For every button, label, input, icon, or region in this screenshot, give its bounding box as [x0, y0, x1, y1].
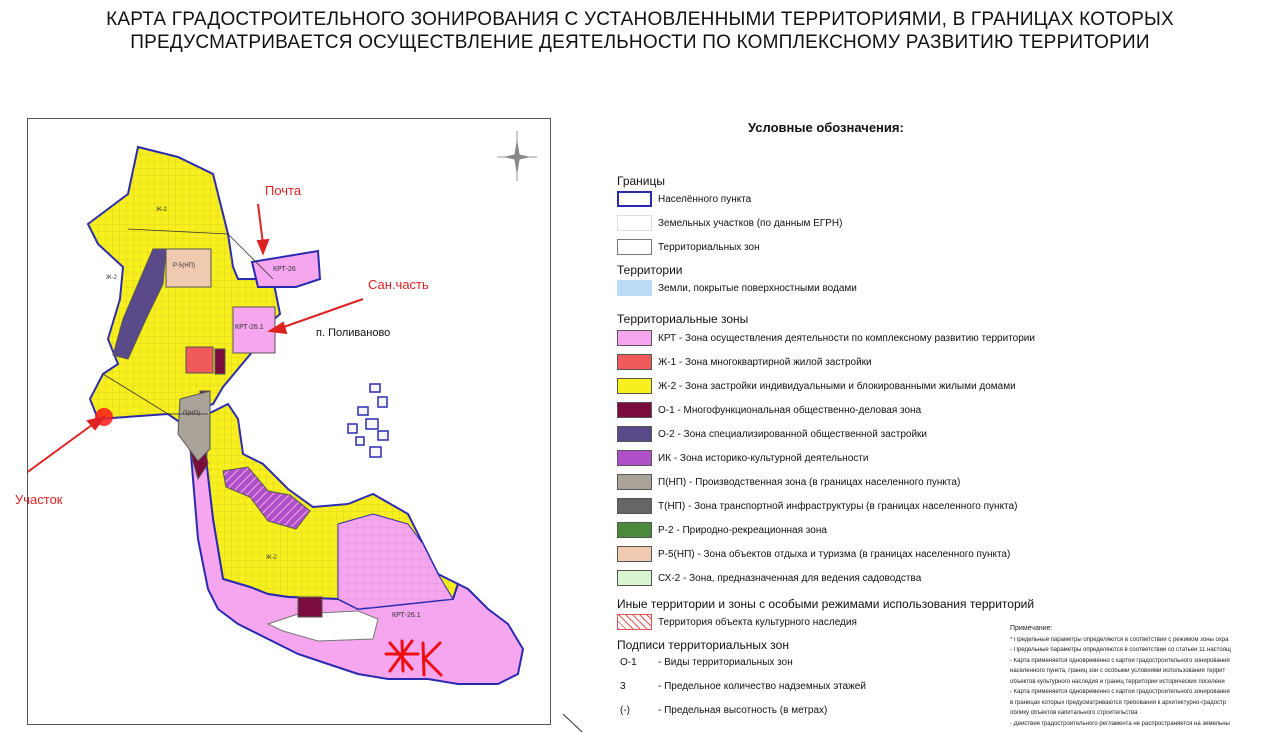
zone-o1-north[interactable] [215, 349, 225, 374]
legend-title: Условные обозначения: [748, 120, 904, 135]
legend-swatch [617, 522, 652, 538]
legend-other-title: Иные территории и зоны с особыми режимами использования территорий [617, 597, 1035, 611]
legend-item-zone: Р-5(НП) - Зона объектов отдыха и туризма (в границах населенного пункта) [617, 545, 1010, 563]
note-line: - Карта применяется одновременно с картой градостроительного зонирования [1010, 657, 1230, 664]
legend-swatch [617, 215, 652, 231]
legend-item-water: Земли, покрытые поверхностными водами [617, 279, 857, 297]
legend-item-zone: О-1 - Многофункциональная общественно-деловая зона [617, 401, 921, 419]
legend-item-zone: КРТ - Зона осуществления деятельности по комплексному развитию территории [617, 329, 1035, 347]
legend-swatch [617, 378, 652, 394]
notes-panel [1010, 625, 1280, 733]
settlement-buildings [348, 384, 388, 457]
map-title-line-1: КАРТА ГРАДОСТРОИТЕЛЬНОГО ЗОНИРОВАНИЯ С УСТАНОВЛЕННЫМИ ТЕРРИТОРИЯМИ, В ГРАНИЦАХ КОТОРЫХ [106, 9, 1174, 30]
legend-swatch [617, 239, 652, 255]
map-title [0, 8, 1280, 54]
legend-swatch [617, 614, 652, 630]
legend-territories-title: Территории [617, 263, 683, 277]
annotation-post: Почта [265, 183, 302, 198]
legend-swatch [617, 498, 652, 514]
legend-swatch [617, 354, 652, 370]
notes-lines [1010, 637, 1280, 729]
legend-swatch [617, 402, 652, 418]
map-label-krt26: КРТ-26 [273, 266, 296, 273]
note-line: * Предельные параметры определяются в соответствии с режимом зоны охра [1010, 636, 1229, 643]
legend-item-settlement-boundary: Населённого пункта [617, 190, 751, 208]
zone-o1-east[interactable] [298, 597, 322, 617]
map-title-line-2: ПРЕДУСМАТРИВАЕТСЯ ОСУЩЕСТВЛЕНИЕ ДЕЯТЕЛЬНОСТИ ПО КОМПЛЕКСНОМУ РАЗВИТИЮ ТЕРРИТОРИИ [130, 32, 1150, 53]
legend-boundaries-title: Границы [617, 174, 665, 188]
zone-zh1[interactable] [186, 347, 213, 373]
legend-swatch [617, 191, 652, 207]
map-label-pnp: П(НП) [183, 411, 200, 417]
legend-signature-zone-type: О-1 - Виды территориальных зон [620, 657, 793, 668]
map-label-zh2-a: Ж-2 [156, 207, 167, 213]
legend-item-zone: ИК - Зона историко-культурной деятельности [617, 449, 868, 467]
legend-swatch [617, 546, 652, 562]
note-line: - Предельные параметры определяются в соответствии со статьей 11 настоящ [1010, 647, 1231, 653]
legend-zones-title: Территориальные зоны [617, 312, 749, 326]
legend-swatch [617, 450, 652, 466]
legend-item-zone: Ж-1 - Зона многоквартирной жилой застройки [617, 353, 872, 371]
map-label-zh2-b: Ж-2 [106, 275, 117, 281]
legend-item-zone-boundary: Территориальных зон [617, 238, 760, 256]
note-line: в границах которых предусматриваются требования к архитектурно-градостр [1010, 699, 1227, 706]
note-line: - Карта применяется одновременно с картой градостроительного зонирования [1010, 689, 1230, 695]
legend-signatures-title: Подписи территориальных зон [617, 638, 789, 652]
notes-title: Примечание: [1010, 625, 1053, 632]
legend-swatch [617, 280, 652, 296]
map-frame[interactable] [27, 118, 551, 725]
map-label-krt261-top: КРТ-26.1 [235, 324, 264, 331]
legend-signature-height: (-) - Предельная высотность (в метрах) [620, 705, 828, 716]
zone-pnp[interactable] [178, 391, 210, 461]
zoning-map[interactable] [28, 119, 552, 726]
legend-swatch [617, 570, 652, 586]
legend-item-zone: О-2 - Зона специализированной общественной застройки [617, 425, 927, 443]
note-line: облику объектов капитального строительства [1010, 710, 1138, 716]
settlement-name: п. Поливаново [316, 327, 391, 339]
edge-marker [560, 712, 590, 733]
legend-item-zone: Ж-2 - Зона застройки индивидуальными и блокированными жилыми домами [617, 377, 1016, 395]
legend-item-heritage: Территория объекта культурного наследия [617, 613, 857, 631]
compass-icon [497, 131, 537, 181]
note-line: - Действие градостроительного регламента не распространяется на земельны [1010, 720, 1230, 727]
map-label-p5: Р-5(НП) [173, 263, 195, 269]
legend-swatch [617, 330, 652, 346]
legend-item-zone: СХ-2 - Зона, предназначенная для ведения садоводства [617, 569, 921, 587]
legend-swatch [617, 426, 652, 442]
legend-item-zone: Т(НП) - Зона транспортной инфраструктуры (в границах населенного пункта) [617, 497, 1017, 515]
legend-item-zone: Р-2 - Природно-рекреационная зона [617, 521, 827, 539]
map-label-krt261-bottom: КРТ-26.1 [392, 612, 421, 619]
legend-swatch [617, 474, 652, 490]
annotation-plot: Участок [15, 492, 63, 507]
legend-signature-floors: 3 - Предельное количество надземных этажей [620, 681, 866, 692]
map-label-zh2-c: Ж-2 [266, 555, 277, 561]
annotation-medical: Сан.часть [368, 277, 429, 292]
legend-item-zone: П(НП) - Производственная зона (в границах населенного пункта) [617, 473, 960, 491]
note-line: объектов культурного наследия и границ территорий исторических поселени [1010, 678, 1225, 685]
legend-item-plot-boundary: Земельных участков (по данным ЕГРН) [617, 214, 842, 232]
note-line: населенного пункта, границ зон с особыми условиями использования террит [1010, 668, 1226, 674]
